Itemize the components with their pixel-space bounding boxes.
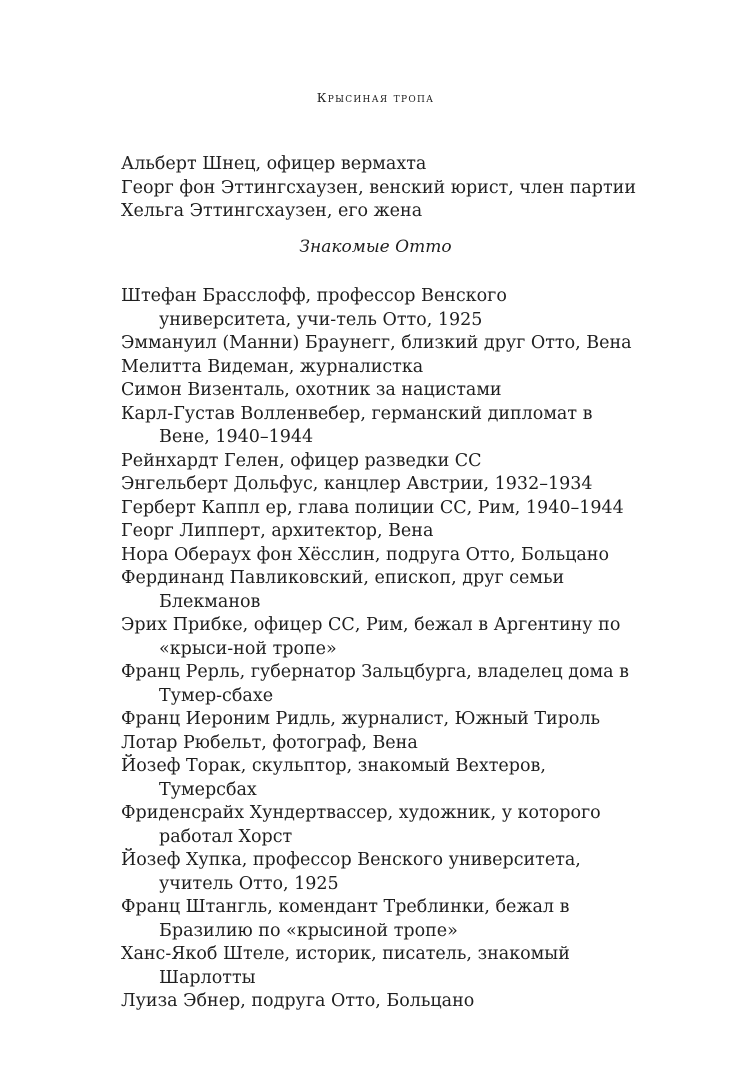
list-item: Луиза Эбнер, подруга Отто, Больцано xyxy=(121,991,475,1011)
list-item: Карл-Густав Волленвебер, германский дипломат в Вене, 1940–1944 xyxy=(121,403,593,447)
list-item: Рейнхардт Гелен, офицер разведки СС xyxy=(121,450,482,471)
list-item: Эммануил (Манни) Браунегг, близкий друг Отто, Вена xyxy=(121,333,632,353)
list-item: Георг Липперт, архитектор, Вена xyxy=(121,521,434,541)
list-item: Хельга Эттингсхаузен, его жена xyxy=(121,201,423,221)
list-item: Франц Иероним Ридль, журналист, Южный Тироль xyxy=(121,709,601,729)
section-heading: Знакомые Отто xyxy=(299,237,452,257)
list-item: Мелитта Видеман, журналистка xyxy=(121,356,424,377)
list-item: Альберт Шнец, офицер вермахта xyxy=(121,154,427,174)
list-item: Йозеф Хупка, профессор Венского университета, учитель Отто, 1925 xyxy=(121,850,581,894)
list-item: Лотар Рюбельт, фотограф, Вена xyxy=(121,732,418,753)
list-item: Франц Штангль, комендант Треблинки, бежал в Бразилию по «крысиной тропе» xyxy=(121,897,570,941)
character-list-two xyxy=(121,285,641,1014)
list-item: Фриденсрайх Хундертвассер, художник, у которого работал Хорст xyxy=(121,803,601,847)
list-item: Эрих Прибке, офицер СС, Рим, бежал в Аргентину по «крыси-ной тропе» xyxy=(121,615,621,659)
list-item: Симон Визенталь, охотник за нацистами xyxy=(121,380,502,400)
list-item: Франц Рерль, губернатор Зальцбурга, владелец дома в Тумер-сбахе xyxy=(121,662,629,706)
list-item: Нора Обераух фон Хёсслин, подруга Отто, Больцано xyxy=(121,544,609,565)
character-list-one xyxy=(121,153,641,224)
list-item: Герберт Каппл ер, глава полиции СС, Рим, 1940–1944 xyxy=(121,497,624,518)
list-item: Фердинанд Павликовский, епископ, друг семьи Блекманов xyxy=(121,568,565,612)
list-item: Йозеф Торак, скульптор, знакомый Вехтеров, Тумерсбах xyxy=(121,756,546,800)
running-head: Крысиная тропа xyxy=(316,90,435,105)
list-item: Штефан Брасслофф, профессор Венского университета, учи-тель Отто, 1925 xyxy=(121,286,507,330)
list-item: Георг фон Эттингсхаузен, венский юрист, член партии xyxy=(121,177,637,198)
list-item: Энгельберт Дольфус, канцлер Австрии, 1932–1934 xyxy=(121,474,593,494)
list-item: Ханс-Якоб Штеле, историк, писатель, знакомый Шарлотты xyxy=(121,944,570,988)
